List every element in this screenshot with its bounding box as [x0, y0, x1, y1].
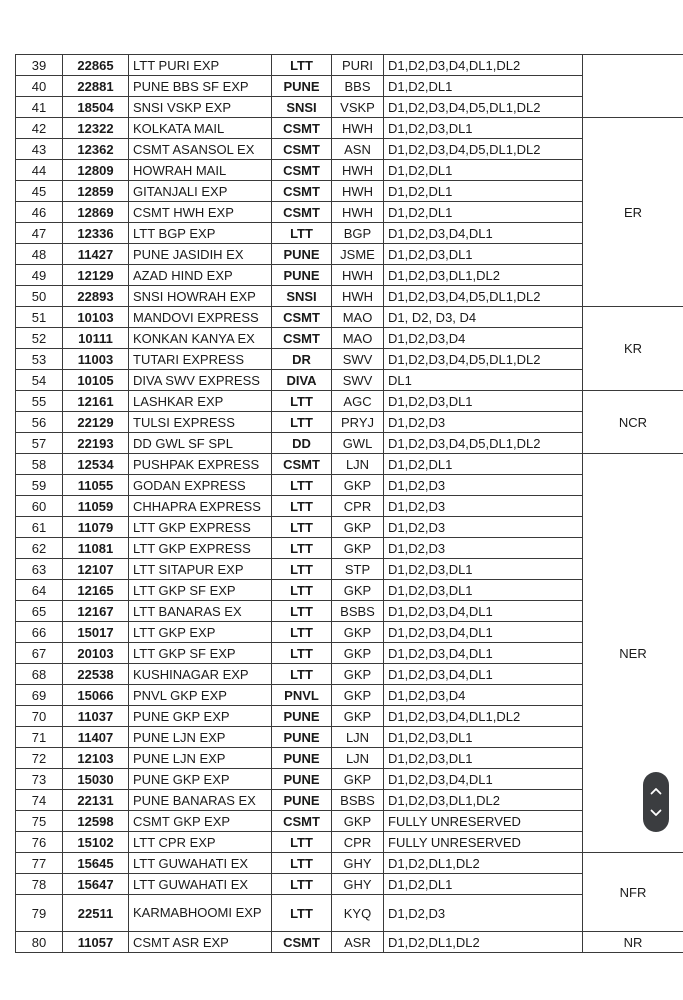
coaches-cell: D1,D2,D3,D4,DL1: [384, 643, 583, 664]
serial-number-cell: 77: [16, 853, 63, 874]
serial-number-cell: 68: [16, 664, 63, 685]
serial-number-cell: 55: [16, 391, 63, 412]
train-name-cell: KOLKATA MAIL: [129, 118, 272, 139]
coaches-cell: D1,D2,DL1: [384, 181, 583, 202]
zone-cell: NR: [583, 932, 683, 953]
destination-station-cell: GKP: [332, 706, 384, 727]
coaches-cell: D1,D2,D3,DL1: [384, 118, 583, 139]
serial-number-cell: 57: [16, 433, 63, 454]
destination-station-cell: SWV: [332, 349, 384, 370]
origin-station-cell: LTT: [272, 559, 332, 580]
train-number-cell: 11079: [63, 517, 129, 538]
train-name-cell: GODAN EXPRESS: [129, 475, 272, 496]
coaches-cell: D1,D2,D3,D4,DL1: [384, 601, 583, 622]
page-scroll-control: [643, 772, 669, 832]
destination-station-cell: AGC: [332, 391, 384, 412]
train-number-cell: 12107: [63, 559, 129, 580]
train-name-cell: HOWRAH MAIL: [129, 160, 272, 181]
serial-number-cell: 62: [16, 538, 63, 559]
coaches-cell: D1,D2,D3,D4,DL1: [384, 622, 583, 643]
coaches-cell: D1,D2,D3: [384, 538, 583, 559]
serial-number-cell: 64: [16, 580, 63, 601]
origin-station-cell: LTT: [272, 391, 332, 412]
serial-number-cell: 73: [16, 769, 63, 790]
origin-station-cell: CSMT: [272, 181, 332, 202]
origin-station-cell: LTT: [272, 538, 332, 559]
train-name-cell: PUSHPAK EXPRESS: [129, 454, 272, 475]
serial-number-cell: 46: [16, 202, 63, 223]
train-name-cell: PUNE BBS SF EXP: [129, 76, 272, 97]
destination-station-cell: PRYJ: [332, 412, 384, 433]
origin-station-cell: CSMT: [272, 328, 332, 349]
origin-station-cell: PUNE: [272, 244, 332, 265]
destination-station-cell: HWH: [332, 286, 384, 307]
train-number-cell: 15645: [63, 853, 129, 874]
origin-station-cell: PNVL: [272, 685, 332, 706]
train-number-cell: 22881: [63, 76, 129, 97]
train-name-cell: LTT GKP EXP: [129, 622, 272, 643]
train-number-cell: 11059: [63, 496, 129, 517]
train-name-cell: CSMT ASR EXP: [129, 932, 272, 953]
destination-station-cell: MAO: [332, 307, 384, 328]
train-name-cell: LTT GKP SF EXP: [129, 580, 272, 601]
origin-station-cell: LTT: [272, 664, 332, 685]
destination-station-cell: JSME: [332, 244, 384, 265]
train-number-cell: 12362: [63, 139, 129, 160]
train-number-cell: 22129: [63, 412, 129, 433]
destination-station-cell: GKP: [332, 475, 384, 496]
serial-number-cell: 78: [16, 874, 63, 895]
serial-number-cell: 40: [16, 76, 63, 97]
train-name-cell: CSMT GKP EXP: [129, 811, 272, 832]
origin-station-cell: PUNE: [272, 748, 332, 769]
origin-station-cell: LTT: [272, 874, 332, 895]
coaches-cell: D1,D2,D3,DL1,DL2: [384, 265, 583, 286]
destination-station-cell: LJN: [332, 748, 384, 769]
origin-station-cell: CSMT: [272, 202, 332, 223]
serial-number-cell: 76: [16, 832, 63, 853]
train-number-cell: 12598: [63, 811, 129, 832]
train-name-cell: DIVA SWV EXPRESS: [129, 370, 272, 391]
destination-station-cell: GKP: [332, 811, 384, 832]
train-name-cell: TULSI EXPRESS: [129, 412, 272, 433]
train-name-cell: PNVL GKP EXP: [129, 685, 272, 706]
zone-cell: NER: [583, 454, 683, 853]
destination-station-cell: STP: [332, 559, 384, 580]
serial-number-cell: 39: [16, 55, 63, 76]
serial-number-cell: 63: [16, 559, 63, 580]
train-name-cell: PUNE JASIDIH EX: [129, 244, 272, 265]
coaches-cell: D1,D2,D3,D4,D5,DL1,DL2: [384, 139, 583, 160]
origin-station-cell: LTT: [272, 895, 332, 932]
train-number-cell: 10111: [63, 328, 129, 349]
origin-station-cell: CSMT: [272, 932, 332, 953]
train-name-cell: LTT BGP EXP: [129, 223, 272, 244]
serial-number-cell: 60: [16, 496, 63, 517]
origin-station-cell: LTT: [272, 853, 332, 874]
serial-number-cell: 59: [16, 475, 63, 496]
coaches-cell: D1,D2,D3,D4,D5,DL1,DL2: [384, 97, 583, 118]
destination-station-cell: LJN: [332, 454, 384, 475]
origin-station-cell: LTT: [272, 601, 332, 622]
train-name-cell: CSMT ASANSOL EX: [129, 139, 272, 160]
train-name-cell: LTT GKP EXPRESS: [129, 517, 272, 538]
train-number-cell: 12103: [63, 748, 129, 769]
train-name-cell: KARMABHOOMI EXP: [129, 895, 272, 932]
destination-station-cell: LJN: [332, 727, 384, 748]
zone-cell: NFR: [583, 853, 683, 932]
train-name-cell: GITANJALI EXP: [129, 181, 272, 202]
coaches-cell: D1,D2,D3,DL1: [384, 748, 583, 769]
origin-station-cell: SNSI: [272, 286, 332, 307]
coaches-cell: D1, D2, D3, D4: [384, 307, 583, 328]
destination-station-cell: VSKP: [332, 97, 384, 118]
origin-station-cell: PUNE: [272, 706, 332, 727]
coaches-cell: D1,D2,D3,D4,DL1,DL2: [384, 55, 583, 76]
train-number-cell: 12859: [63, 181, 129, 202]
train-name-cell: SNSI HOWRAH EXP: [129, 286, 272, 307]
train-name-cell: SNSI VSKP EXP: [129, 97, 272, 118]
destination-station-cell: BSBS: [332, 601, 384, 622]
coaches-cell: D1,D2,DL1: [384, 874, 583, 895]
serial-number-cell: 61: [16, 517, 63, 538]
coaches-cell: D1,D2,D3,D4,D5,DL1,DL2: [384, 286, 583, 307]
coaches-cell: D1,D2,DL1,DL2: [384, 853, 583, 874]
coaches-cell: D1,D2,D3: [384, 895, 583, 932]
coaches-cell: D1,D2,DL1: [384, 160, 583, 181]
table-row: [16, 307, 683, 328]
coaches-cell: D1,D2,D3,D4,D5,DL1,DL2: [384, 349, 583, 370]
train-number-cell: 11037: [63, 706, 129, 727]
destination-station-cell: HWH: [332, 160, 384, 181]
destination-station-cell: HWH: [332, 118, 384, 139]
serial-number-cell: 69: [16, 685, 63, 706]
train-name-cell: LTT GUWAHATI EX: [129, 874, 272, 895]
serial-number-cell: 49: [16, 265, 63, 286]
origin-station-cell: CSMT: [272, 307, 332, 328]
coaches-cell: D1,D2,D3,DL1: [384, 559, 583, 580]
destination-station-cell: ASR: [332, 932, 384, 953]
table-row: [16, 118, 683, 139]
origin-station-cell: PUNE: [272, 727, 332, 748]
coaches-cell: D1,D2,D3,D4: [384, 328, 583, 349]
train-number-cell: 12809: [63, 160, 129, 181]
train-name-cell: LTT BANARAS EX: [129, 601, 272, 622]
train-name-cell: AZAD HIND EXP: [129, 265, 272, 286]
serial-number-cell: 48: [16, 244, 63, 265]
train-name-cell: LTT SITAPUR EXP: [129, 559, 272, 580]
origin-station-cell: LTT: [272, 496, 332, 517]
serial-number-cell: 45: [16, 181, 63, 202]
serial-number-cell: 70: [16, 706, 63, 727]
train-number-cell: 12336: [63, 223, 129, 244]
serial-number-cell: 41: [16, 97, 63, 118]
origin-station-cell: PUNE: [272, 265, 332, 286]
train-number-cell: 22131: [63, 790, 129, 811]
coaches-cell: FULLY UNRESERVED: [384, 811, 583, 832]
scroll-down-button[interactable]: [643, 802, 669, 824]
train-number-cell: 12165: [63, 580, 129, 601]
train-number-cell: 11003: [63, 349, 129, 370]
train-number-cell: 15030: [63, 769, 129, 790]
train-number-cell: 12322: [63, 118, 129, 139]
train-number-cell: 20103: [63, 643, 129, 664]
coaches-cell: D1,D2,DL1: [384, 454, 583, 475]
destination-station-cell: GWL: [332, 433, 384, 454]
serial-number-cell: 52: [16, 328, 63, 349]
coaches-cell: D1,D2,D3: [384, 412, 583, 433]
train-name-cell: LTT GUWAHATI EX: [129, 853, 272, 874]
destination-station-cell: MAO: [332, 328, 384, 349]
origin-station-cell: CSMT: [272, 454, 332, 475]
train-number-cell: 22511: [63, 895, 129, 932]
destination-station-cell: SWV: [332, 370, 384, 391]
destination-station-cell: GKP: [332, 622, 384, 643]
train-name-cell: LTT GKP EXPRESS: [129, 538, 272, 559]
coaches-cell: D1,D2,D3,DL1: [384, 580, 583, 601]
serial-number-cell: 71: [16, 727, 63, 748]
destination-station-cell: GHY: [332, 853, 384, 874]
serial-number-cell: 72: [16, 748, 63, 769]
origin-station-cell: SNSI: [272, 97, 332, 118]
coaches-cell: D1,D2,D3: [384, 496, 583, 517]
serial-number-cell: 67: [16, 643, 63, 664]
table-row: [16, 454, 683, 475]
coaches-cell: D1,D2,D3,D4,DL1,DL2: [384, 706, 583, 727]
serial-number-cell: 50: [16, 286, 63, 307]
destination-station-cell: GKP: [332, 517, 384, 538]
coaches-cell: D1,D2,D3,DL1,DL2: [384, 790, 583, 811]
scroll-up-button[interactable]: [643, 780, 669, 802]
coaches-cell: D1,D2,D3,D4: [384, 685, 583, 706]
origin-station-cell: LTT: [272, 412, 332, 433]
destination-station-cell: GKP: [332, 643, 384, 664]
origin-station-cell: LTT: [272, 475, 332, 496]
train-name-cell: LASHKAR EXP: [129, 391, 272, 412]
train-name-cell: MANDOVI EXPRESS: [129, 307, 272, 328]
destination-station-cell: BSBS: [332, 790, 384, 811]
zone-cell: [583, 55, 683, 118]
table-row: [16, 55, 683, 76]
destination-station-cell: GKP: [332, 538, 384, 559]
destination-station-cell: CPR: [332, 832, 384, 853]
train-number-cell: 11427: [63, 244, 129, 265]
serial-number-cell: 65: [16, 601, 63, 622]
coaches-cell: D1,D2,D3,D4,DL1: [384, 664, 583, 685]
serial-number-cell: 74: [16, 790, 63, 811]
origin-station-cell: DD: [272, 433, 332, 454]
train-number-cell: 11407: [63, 727, 129, 748]
serial-number-cell: 79: [16, 895, 63, 932]
destination-station-cell: GKP: [332, 580, 384, 601]
table-row: [16, 932, 683, 953]
coaches-cell: DL1: [384, 370, 583, 391]
coaches-cell: FULLY UNRESERVED: [384, 832, 583, 853]
train-name-cell: KUSHINAGAR EXP: [129, 664, 272, 685]
destination-station-cell: GHY: [332, 874, 384, 895]
origin-station-cell: PUNE: [272, 790, 332, 811]
destination-station-cell: BBS: [332, 76, 384, 97]
origin-station-cell: LTT: [272, 622, 332, 643]
train-name-cell: PUNE GKP EXP: [129, 769, 272, 790]
destination-station-cell: ASN: [332, 139, 384, 160]
train-name-cell: DD GWL SF SPL: [129, 433, 272, 454]
train-number-cell: 10105: [63, 370, 129, 391]
serial-number-cell: 51: [16, 307, 63, 328]
coaches-cell: D1,D2,D3,D4,DL1: [384, 769, 583, 790]
origin-station-cell: CSMT: [272, 811, 332, 832]
zone-cell: KR: [583, 307, 683, 391]
train-number-cell: 10103: [63, 307, 129, 328]
train-number-cell: 15102: [63, 832, 129, 853]
train-number-cell: 12129: [63, 265, 129, 286]
coaches-cell: D1,D2,D3: [384, 517, 583, 538]
serial-number-cell: 47: [16, 223, 63, 244]
train-name-cell: PUNE LJN EXP: [129, 727, 272, 748]
train-number-cell: 11055: [63, 475, 129, 496]
table-row: [16, 853, 683, 874]
table-row: [16, 391, 683, 412]
train-name-cell: TUTARI EXPRESS: [129, 349, 272, 370]
train-number-cell: 12161: [63, 391, 129, 412]
train-name-cell: LTT GKP SF EXP: [129, 643, 272, 664]
destination-station-cell: HWH: [332, 265, 384, 286]
destination-station-cell: GKP: [332, 685, 384, 706]
serial-number-cell: 80: [16, 932, 63, 953]
train-number-cell: 22538: [63, 664, 129, 685]
serial-number-cell: 56: [16, 412, 63, 433]
destination-station-cell: HWH: [332, 181, 384, 202]
origin-station-cell: LTT: [272, 643, 332, 664]
origin-station-cell: PUNE: [272, 76, 332, 97]
destination-station-cell: CPR: [332, 496, 384, 517]
origin-station-cell: LTT: [272, 832, 332, 853]
train-name-cell: PUNE LJN EXP: [129, 748, 272, 769]
coaches-cell: D1,D2,D3: [384, 475, 583, 496]
coaches-cell: D1,D2,DL1: [384, 202, 583, 223]
train-number-cell: 22893: [63, 286, 129, 307]
train-name-cell: LTT PURI EXP: [129, 55, 272, 76]
serial-number-cell: 53: [16, 349, 63, 370]
train-name-cell: LTT CPR EXP: [129, 832, 272, 853]
serial-number-cell: 75: [16, 811, 63, 832]
serial-number-cell: 43: [16, 139, 63, 160]
origin-station-cell: LTT: [272, 517, 332, 538]
train-name-cell: PUNE GKP EXP: [129, 706, 272, 727]
train-name-cell: PUNE BANARAS EX: [129, 790, 272, 811]
origin-station-cell: PUNE: [272, 769, 332, 790]
coaches-cell: D1,D2,DL1,DL2: [384, 932, 583, 953]
zone-cell: NCR: [583, 391, 683, 454]
origin-station-cell: CSMT: [272, 139, 332, 160]
train-number-cell: 12534: [63, 454, 129, 475]
train-number-cell: 11057: [63, 932, 129, 953]
chevron-down-icon: [650, 809, 662, 817]
origin-station-cell: DR: [272, 349, 332, 370]
chevron-up-icon: [650, 787, 662, 795]
serial-number-cell: 54: [16, 370, 63, 391]
destination-station-cell: KYQ: [332, 895, 384, 932]
train-name-cell: KONKAN KANYA EX: [129, 328, 272, 349]
destination-station-cell: BGP: [332, 223, 384, 244]
train-number-cell: 15066: [63, 685, 129, 706]
serial-number-cell: 58: [16, 454, 63, 475]
coaches-cell: D1,D2,D3,DL1: [384, 391, 583, 412]
serial-number-cell: 42: [16, 118, 63, 139]
train-number-cell: 22193: [63, 433, 129, 454]
train-name-cell: CHHAPRA EXPRESS: [129, 496, 272, 517]
serial-number-cell: 66: [16, 622, 63, 643]
origin-station-cell: LTT: [272, 223, 332, 244]
train-number-cell: 15647: [63, 874, 129, 895]
origin-station-cell: DIVA: [272, 370, 332, 391]
train-number-cell: 12167: [63, 601, 129, 622]
coaches-cell: D1,D2,D3,D4,DL1: [384, 223, 583, 244]
destination-station-cell: HWH: [332, 202, 384, 223]
origin-station-cell: LTT: [272, 580, 332, 601]
coaches-cell: D1,D2,D3,DL1: [384, 244, 583, 265]
coaches-cell: D1,D2,D3,D4,D5,DL1,DL2: [384, 433, 583, 454]
destination-station-cell: GKP: [332, 769, 384, 790]
coaches-cell: D1,D2,DL1: [384, 76, 583, 97]
origin-station-cell: CSMT: [272, 160, 332, 181]
zone-cell: ER: [583, 118, 683, 307]
serial-number-cell: 44: [16, 160, 63, 181]
destination-station-cell: GKP: [332, 664, 384, 685]
origin-station-cell: CSMT: [272, 118, 332, 139]
origin-station-cell: LTT: [272, 55, 332, 76]
destination-station-cell: PURI: [332, 55, 384, 76]
train-number-cell: 22865: [63, 55, 129, 76]
train-name-cell: CSMT HWH EXP: [129, 202, 272, 223]
train-coach-table: [15, 54, 683, 953]
train-number-cell: 11081: [63, 538, 129, 559]
train-number-cell: 12869: [63, 202, 129, 223]
train-number-cell: 15017: [63, 622, 129, 643]
train-number-cell: 18504: [63, 97, 129, 118]
coaches-cell: D1,D2,D3,DL1: [384, 727, 583, 748]
